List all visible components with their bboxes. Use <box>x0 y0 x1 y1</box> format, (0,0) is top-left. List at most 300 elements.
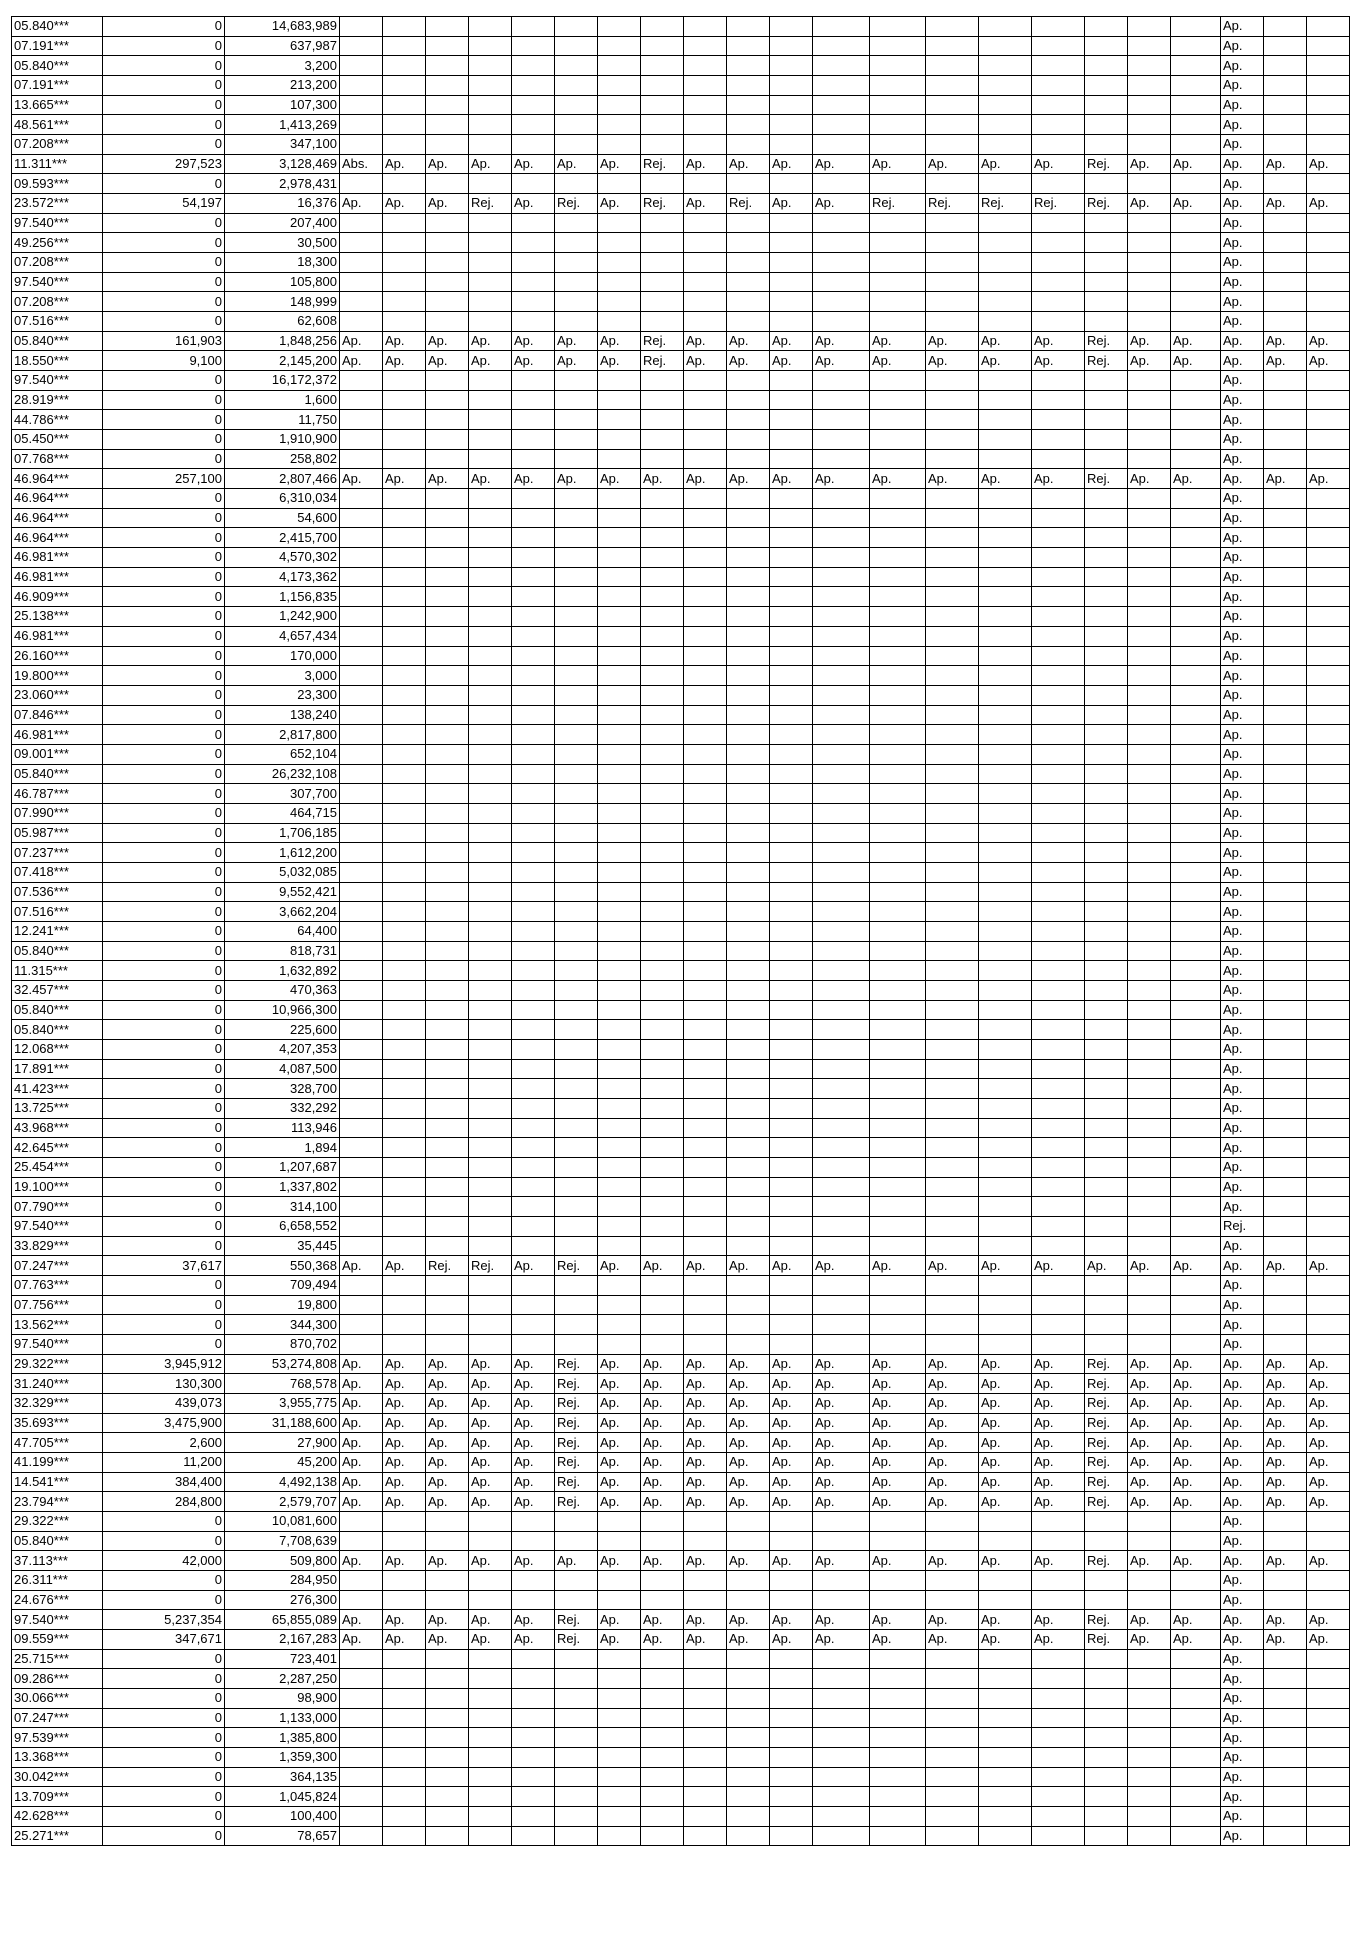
vote-cell: Ap. <box>1128 154 1171 174</box>
vote-cell <box>383 902 426 922</box>
vote-cell <box>1128 1118 1171 1138</box>
vote-cell: Ap. <box>383 1374 426 1394</box>
vote-cell <box>512 1590 555 1610</box>
vote-cell: Ap. <box>383 351 426 371</box>
shares-total-cell: 62,608 <box>225 312 340 332</box>
vote-cell <box>555 449 598 469</box>
vote-cell <box>813 76 870 96</box>
table-row <box>12 764 1350 784</box>
vote-cell <box>870 1079 926 1099</box>
vote-cell <box>1307 253 1350 273</box>
vote-cell <box>1128 587 1171 607</box>
vote-cell <box>598 312 641 332</box>
shares-cell: 0 <box>103 1000 225 1020</box>
vote-cell <box>870 1590 926 1610</box>
vote-cell <box>1307 312 1350 332</box>
vote-cell <box>555 843 598 863</box>
shares-total-cell: 11,750 <box>225 410 340 430</box>
vote-cell <box>555 1295 598 1315</box>
vote-cell: Ap. <box>426 469 469 489</box>
vote-cell <box>926 213 979 233</box>
vote-cell <box>813 371 870 391</box>
vote-cell <box>727 626 770 646</box>
vote-cell <box>340 1669 383 1689</box>
final-vote-cell: Ap. <box>1221 1315 1264 1335</box>
vote-cell <box>641 1118 684 1138</box>
vote-cell <box>641 1236 684 1256</box>
vote-cell <box>979 371 1032 391</box>
vote-cell <box>813 803 870 823</box>
vote-cell: Abs. <box>340 154 383 174</box>
vote-cell <box>555 607 598 627</box>
vote-cell <box>469 1039 512 1059</box>
vote-cell <box>1032 272 1085 292</box>
vote-cell: Ap. <box>598 1256 641 1276</box>
vote-cell <box>1307 1708 1350 1728</box>
vote-cell <box>1264 980 1307 1000</box>
vote-cell <box>1171 1295 1221 1315</box>
final-vote-cell: Ap. <box>1221 1590 1264 1610</box>
final-vote-cell: Ap. <box>1221 1138 1264 1158</box>
vote-cell <box>598 744 641 764</box>
final-vote-cell: Ap. <box>1221 1236 1264 1256</box>
final-vote-cell: Ap. <box>1221 1826 1264 1846</box>
table-row <box>12 1787 1350 1807</box>
vote-cell <box>926 489 979 509</box>
vote-cell <box>926 902 979 922</box>
vote-cell <box>727 1315 770 1335</box>
vote-cell <box>1128 36 1171 56</box>
vote-cell <box>926 371 979 391</box>
vote-cell: Ap. <box>469 1472 512 1492</box>
table-row <box>12 17 1350 37</box>
vote-cell <box>1171 528 1221 548</box>
vote-cell <box>684 1571 727 1591</box>
shareholder-id-cell: 44.786*** <box>12 410 103 430</box>
vote-cell <box>1032 882 1085 902</box>
vote-cell <box>1307 1295 1350 1315</box>
vote-cell <box>684 115 727 135</box>
vote-cell: Ap. <box>926 1472 979 1492</box>
final-vote-cell: Ap. <box>1221 1059 1264 1079</box>
vote-cell <box>1085 528 1128 548</box>
vote-cell: Ap. <box>512 1354 555 1374</box>
shareholder-id-cell: 09.559*** <box>12 1630 103 1650</box>
shares-cell: 3,475,900 <box>103 1413 225 1433</box>
vote-cell <box>1032 1020 1085 1040</box>
vote-cell <box>770 1295 813 1315</box>
vote-cell <box>641 843 684 863</box>
vote-cell <box>926 921 979 941</box>
vote-cell <box>1264 843 1307 863</box>
vote-cell <box>383 76 426 96</box>
vote-cell <box>727 1177 770 1197</box>
vote-cell <box>1085 292 1128 312</box>
vote-cell <box>813 1276 870 1296</box>
vote-cell <box>1171 1531 1221 1551</box>
vote-cell <box>1307 272 1350 292</box>
vote-cell <box>641 587 684 607</box>
vote-cell <box>1171 1177 1221 1197</box>
vote-cell <box>870 1000 926 1020</box>
vote-cell <box>684 1276 727 1296</box>
vote-cell <box>870 646 926 666</box>
vote-cell <box>926 626 979 646</box>
vote-cell: Ap. <box>1171 194 1221 214</box>
vote-cell <box>426 1236 469 1256</box>
vote-cell <box>1085 980 1128 1000</box>
vote-cell: Ap. <box>1032 1413 1085 1433</box>
vote-cell <box>1085 744 1128 764</box>
vote-cell <box>813 489 870 509</box>
vote-cell <box>555 1177 598 1197</box>
vote-cell <box>1128 508 1171 528</box>
table-row <box>12 548 1350 568</box>
vote-cell <box>340 705 383 725</box>
vote-cell <box>598 1118 641 1138</box>
vote-cell <box>555 371 598 391</box>
vote-cell: Rej. <box>1032 194 1085 214</box>
vote-table <box>11 16 1350 1846</box>
vote-cell: Rej. <box>426 1256 469 1276</box>
vote-cell <box>383 803 426 823</box>
vote-cell <box>469 941 512 961</box>
vote-cell <box>383 1295 426 1315</box>
shareholder-id-cell: 13.709*** <box>12 1787 103 1807</box>
vote-cell <box>770 1590 813 1610</box>
shares-cell: 0 <box>103 1826 225 1846</box>
vote-cell <box>1128 312 1171 332</box>
vote-cell <box>469 528 512 548</box>
vote-cell <box>1307 1767 1350 1787</box>
vote-cell <box>684 410 727 430</box>
vote-cell: Ap. <box>1032 469 1085 489</box>
vote-cell <box>469 36 512 56</box>
table-row <box>12 607 1350 627</box>
vote-cell <box>641 646 684 666</box>
vote-cell <box>641 1020 684 1040</box>
vote-cell <box>926 980 979 1000</box>
table-row <box>12 685 1350 705</box>
vote-cell: Ap. <box>979 1256 1032 1276</box>
vote-cell <box>684 1079 727 1099</box>
vote-cell <box>1085 941 1128 961</box>
vote-cell <box>1085 95 1128 115</box>
vote-cell <box>1264 1039 1307 1059</box>
vote-cell <box>1307 1020 1350 1040</box>
vote-cell <box>870 312 926 332</box>
shareholder-id-cell: 07.191*** <box>12 36 103 56</box>
vote-cell <box>340 567 383 587</box>
final-vote-cell: Ap. <box>1221 1728 1264 1748</box>
vote-cell <box>979 902 1032 922</box>
vote-cell <box>469 1315 512 1335</box>
vote-cell <box>1264 1571 1307 1591</box>
vote-cell <box>727 784 770 804</box>
vote-cell <box>770 705 813 725</box>
table-row <box>12 292 1350 312</box>
vote-cell <box>979 1649 1032 1669</box>
vote-cell <box>979 1335 1032 1355</box>
vote-cell <box>870 449 926 469</box>
vote-cell: Ap. <box>926 1630 979 1650</box>
shares-total-cell: 364,135 <box>225 1767 340 1787</box>
shares-total-cell: 768,578 <box>225 1374 340 1394</box>
vote-cell <box>555 1571 598 1591</box>
vote-cell <box>512 135 555 155</box>
final-vote-cell: Ap. <box>1221 1256 1264 1276</box>
vote-cell <box>1171 390 1221 410</box>
vote-cell <box>813 233 870 253</box>
vote-cell: Ap. <box>979 1453 1032 1473</box>
vote-cell <box>641 1138 684 1158</box>
vote-cell <box>555 705 598 725</box>
vote-cell <box>1264 862 1307 882</box>
vote-cell <box>926 115 979 135</box>
vote-cell <box>926 1590 979 1610</box>
vote-cell <box>727 430 770 450</box>
vote-cell <box>426 17 469 37</box>
vote-cell: Ap. <box>727 1453 770 1473</box>
vote-cell: Ap. <box>1128 1354 1171 1374</box>
vote-cell <box>727 36 770 56</box>
vote-cell <box>641 1787 684 1807</box>
vote-cell <box>641 17 684 37</box>
vote-cell <box>469 666 512 686</box>
shareholder-id-cell: 30.066*** <box>12 1689 103 1709</box>
vote-cell <box>770 1748 813 1768</box>
vote-cell: Ap. <box>340 1492 383 1512</box>
vote-cell <box>1171 666 1221 686</box>
vote-cell <box>813 213 870 233</box>
vote-cell <box>1128 292 1171 312</box>
vote-cell <box>1171 56 1221 76</box>
vote-cell <box>770 1335 813 1355</box>
vote-cell <box>979 1059 1032 1079</box>
vote-cell: Ap. <box>469 1354 512 1374</box>
vote-cell <box>555 1276 598 1296</box>
vote-cell <box>1085 1708 1128 1728</box>
vote-cell <box>979 1787 1032 1807</box>
vote-cell <box>1085 56 1128 76</box>
vote-cell: Ap. <box>426 1433 469 1453</box>
vote-cell <box>383 685 426 705</box>
vote-cell <box>727 1728 770 1748</box>
vote-cell: Rej. <box>1085 1354 1128 1374</box>
vote-cell <box>870 272 926 292</box>
shares-cell: 5,237,354 <box>103 1610 225 1630</box>
vote-cell <box>1171 449 1221 469</box>
vote-cell <box>870 1118 926 1138</box>
shares-cell: 0 <box>103 1787 225 1807</box>
shareholder-id-cell: 37.113*** <box>12 1551 103 1571</box>
shares-total-cell: 1,337,802 <box>225 1177 340 1197</box>
vote-cell <box>926 449 979 469</box>
shares-cell: 0 <box>103 1276 225 1296</box>
vote-cell <box>1307 233 1350 253</box>
vote-cell <box>926 1315 979 1335</box>
shares-total-cell: 1,600 <box>225 390 340 410</box>
shares-total-cell: 276,300 <box>225 1590 340 1610</box>
vote-cell <box>641 1079 684 1099</box>
final-vote-cell: Ap. <box>1221 902 1264 922</box>
vote-cell: Ap. <box>598 1492 641 1512</box>
vote-cell <box>813 1118 870 1138</box>
vote-cell: Ap. <box>469 1413 512 1433</box>
vote-cell: Ap. <box>770 1413 813 1433</box>
vote-cell <box>512 449 555 469</box>
vote-cell <box>598 1728 641 1748</box>
vote-cell <box>1032 233 1085 253</box>
shares-cell: 42,000 <box>103 1551 225 1571</box>
vote-cell <box>1307 1039 1350 1059</box>
vote-cell <box>813 1315 870 1335</box>
vote-cell <box>598 1295 641 1315</box>
vote-cell <box>770 843 813 863</box>
shares-cell: 0 <box>103 744 225 764</box>
vote-cell: Ap. <box>770 194 813 214</box>
vote-cell <box>870 528 926 548</box>
vote-cell <box>979 1039 1032 1059</box>
shareholder-id-cell: 07.208*** <box>12 135 103 155</box>
vote-cell <box>684 1295 727 1315</box>
vote-cell <box>598 1315 641 1335</box>
vote-cell <box>340 233 383 253</box>
vote-cell <box>426 1276 469 1296</box>
shares-cell: 37,617 <box>103 1256 225 1276</box>
vote-cell <box>555 233 598 253</box>
vote-cell: Ap. <box>870 1551 926 1571</box>
vote-cell <box>979 233 1032 253</box>
vote-cell: Ap. <box>684 1630 727 1650</box>
vote-cell: Ap. <box>1307 331 1350 351</box>
table-row <box>12 1728 1350 1748</box>
table-row <box>12 390 1350 410</box>
vote-cell <box>813 528 870 548</box>
vote-cell <box>555 272 598 292</box>
vote-cell: Rej. <box>979 194 1032 214</box>
vote-cell: Rej. <box>555 1374 598 1394</box>
vote-cell <box>641 1197 684 1217</box>
shares-cell: 384,400 <box>103 1472 225 1492</box>
vote-cell <box>383 253 426 273</box>
shares-total-cell: 65,855,089 <box>225 1610 340 1630</box>
final-vote-cell: Ap. <box>1221 784 1264 804</box>
vote-cell <box>684 744 727 764</box>
vote-cell <box>1171 430 1221 450</box>
vote-cell <box>870 1138 926 1158</box>
vote-cell <box>870 1708 926 1728</box>
vote-cell <box>469 1767 512 1787</box>
vote-cell <box>1171 1335 1221 1355</box>
shares-cell: 0 <box>103 430 225 450</box>
shares-cell: 0 <box>103 1571 225 1591</box>
vote-cell <box>383 272 426 292</box>
vote-cell <box>598 1767 641 1787</box>
shares-total-cell: 207,400 <box>225 213 340 233</box>
shares-total-cell: 54,600 <box>225 508 340 528</box>
vote-cell <box>469 744 512 764</box>
vote-cell <box>1307 371 1350 391</box>
vote-cell <box>426 1531 469 1551</box>
vote-cell <box>1171 882 1221 902</box>
final-vote-cell: Ap. <box>1221 607 1264 627</box>
vote-cell: Ap. <box>813 1453 870 1473</box>
vote-cell <box>555 508 598 528</box>
vote-cell <box>426 567 469 587</box>
vote-cell <box>926 17 979 37</box>
vote-cell: Ap. <box>641 1256 684 1276</box>
vote-cell: Ap. <box>340 331 383 351</box>
vote-cell <box>813 1531 870 1551</box>
vote-cell <box>641 410 684 430</box>
vote-cell <box>926 961 979 981</box>
vote-cell <box>1264 1748 1307 1768</box>
vote-cell <box>340 1531 383 1551</box>
vote-cell <box>727 1767 770 1787</box>
vote-cell <box>727 1748 770 1768</box>
vote-cell <box>813 1571 870 1591</box>
vote-cell: Ap. <box>1032 1492 1085 1512</box>
final-vote-cell: Ap. <box>1221 1295 1264 1315</box>
vote-cell <box>979 980 1032 1000</box>
final-vote-cell: Ap. <box>1221 1354 1264 1374</box>
vote-cell: Ap. <box>770 154 813 174</box>
table-row <box>12 36 1350 56</box>
final-vote-cell: Ap. <box>1221 1748 1264 1768</box>
vote-cell <box>684 1335 727 1355</box>
vote-cell: Ap. <box>383 1413 426 1433</box>
vote-cell <box>1085 1138 1128 1158</box>
shares-cell: 0 <box>103 115 225 135</box>
vote-cell <box>870 744 926 764</box>
vote-cell <box>813 1000 870 1020</box>
vote-cell <box>1085 921 1128 941</box>
vote-cell <box>684 1787 727 1807</box>
vote-cell <box>1032 744 1085 764</box>
vote-cell: Ap. <box>555 1551 598 1571</box>
vote-cell: Ap. <box>555 469 598 489</box>
vote-cell <box>870 292 926 312</box>
vote-cell <box>469 213 512 233</box>
vote-cell <box>1032 1728 1085 1748</box>
vote-cell <box>727 1059 770 1079</box>
vote-cell <box>641 1767 684 1787</box>
vote-cell <box>598 508 641 528</box>
vote-cell: Ap. <box>512 1394 555 1414</box>
vote-cell <box>813 980 870 1000</box>
final-vote-cell: Ap. <box>1221 174 1264 194</box>
vote-cell <box>979 1807 1032 1827</box>
vote-cell: Ap. <box>598 1453 641 1473</box>
vote-cell <box>770 725 813 745</box>
vote-cell <box>813 1039 870 1059</box>
vote-cell <box>512 803 555 823</box>
final-vote-cell: Ap. <box>1221 1118 1264 1138</box>
vote-cell <box>870 882 926 902</box>
vote-cell <box>1264 803 1307 823</box>
shares-cell: 0 <box>103 666 225 686</box>
vote-cell <box>641 1098 684 1118</box>
vote-cell <box>813 1708 870 1728</box>
vote-cell: Ap. <box>1264 1413 1307 1433</box>
shares-total-cell: 1,385,800 <box>225 1728 340 1748</box>
vote-cell <box>1032 1512 1085 1532</box>
table-row <box>12 1079 1350 1099</box>
vote-cell <box>870 489 926 509</box>
vote-cell <box>870 1826 926 1846</box>
vote-cell <box>926 1531 979 1551</box>
